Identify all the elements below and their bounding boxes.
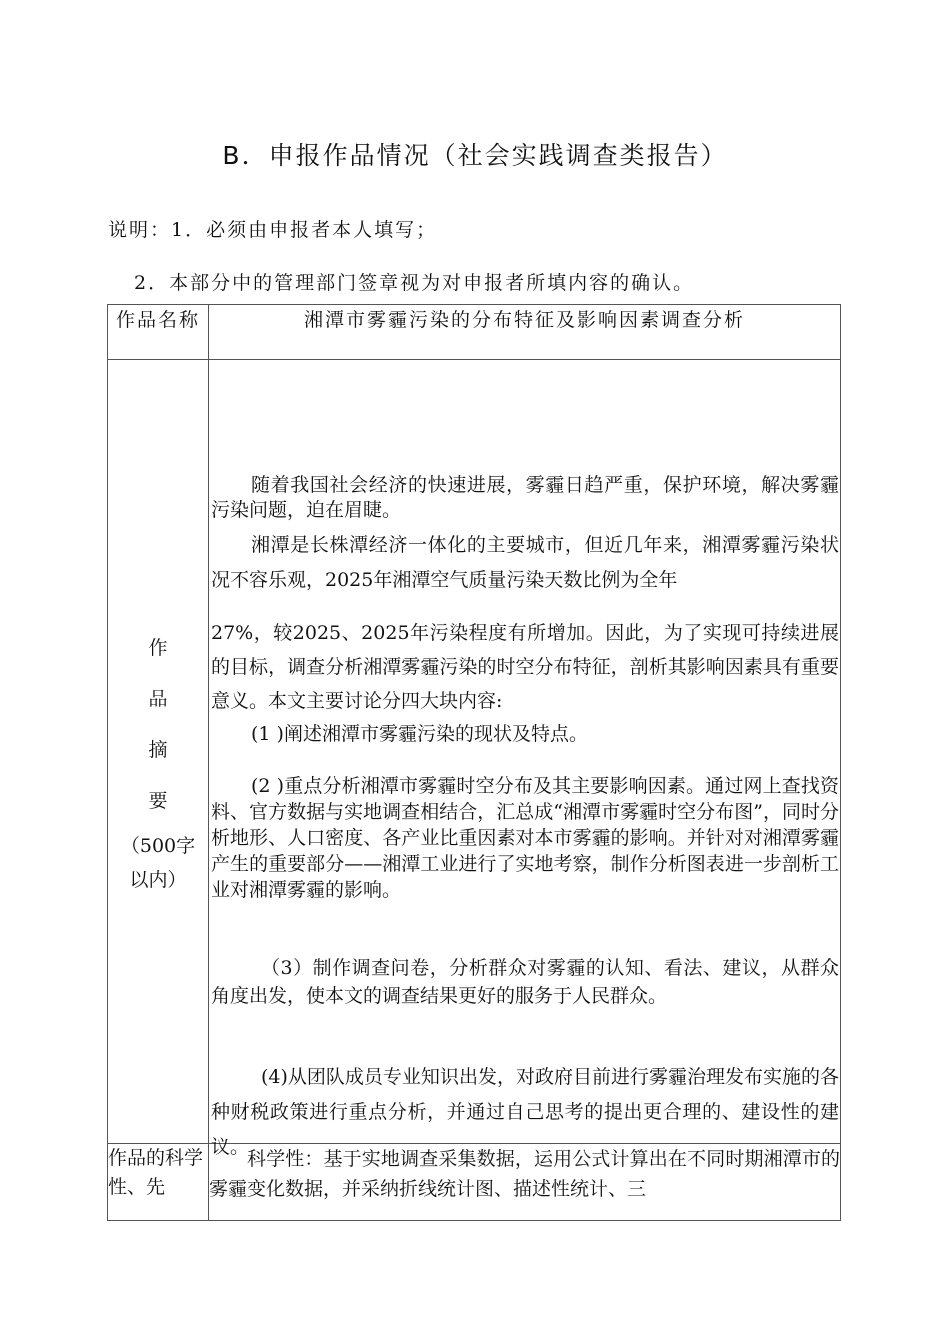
page-title: B．申报作品情况（社会实践调查类报告）: [222, 141, 728, 170]
abstract-label-char: 品: [148, 688, 168, 710]
work-name-row: [108, 305, 841, 360]
instruction-line-1: 说明：1．必须由申报者本人填写；: [108, 219, 438, 241]
work-name-value: 湘潭市雾霾污染的分布特征及影响因素调查分析: [209, 305, 841, 360]
science-text: 科学性：基于实地调查采集数据，运用公式计算出在不同时期湘潭市的雾霾变化数据，并采纳折线统计图、描述性统计、三: [209, 1144, 841, 1221]
abstract-paragraph: 湘潭是长株潭经济一体化的主要城市，但近几年来，湘潭雾霾污染状况不容乐观，2025年湘潭空气质量污染天数比例为全年: [211, 534, 839, 591]
abstract-label-char: 摘: [148, 739, 168, 761]
abstract-paragraph: (1 )阐述湘潭市雾霾污染的现状及特点。: [251, 723, 588, 745]
abstract-word-limit-2: 以内）: [129, 869, 187, 891]
abstract-label-cell: [108, 360, 209, 1144]
abstract-paragraph: 27%，较2025、2025年污染程度有所增加。因此，为了实现可持续进展的目标，调查分析湘潭雾霾污染的时空分布特征，剖析其影响因素具有重要意义。本文主要讨论分四大块内容:: [211, 622, 839, 712]
abstract-row: [108, 360, 841, 1144]
work-name-label: 作品名称: [108, 305, 209, 360]
science-label: 作品的科学性、先: [108, 1144, 209, 1221]
instruction-line-2: 2．本部分中的管理部门签章视为对申报者所填内容的确认。: [134, 272, 695, 294]
abstract-label-char: 作: [148, 637, 168, 659]
abstract-content-cell: [209, 360, 841, 1158]
application-table: [107, 304, 841, 1221]
abstract-paragraph: （3）制作调查问卷，分析群众对雾霾的认知、看法、建议，从群众角度出发，使本文的调查结果更好的服务于人民群众。: [211, 957, 839, 1007]
abstract-paragraph: (4)从团队成员专业知识出发，对政府目前进行雾霾治理发布实施的各种财税政策进行重点分析，并通过自己思考的提出更合理的、建设性的建议。: [211, 1066, 839, 1158]
abstract-word-limit: （500字: [120, 835, 196, 857]
abstract-label-char: 要: [148, 790, 168, 812]
abstract-paragraph: (2 )重点分析湘潭市雾霾时空分布及其主要影响因素。通过网上查找资料、官方数据与实地调查相结合，汇总成“湘潭市雾霾时空分布图”，同时分析地形、人口密度、各产业比重因素对本市雾霾的影响。并针对对湘潭雾霾产生的重要部分——湘潭工业进行了实地考察，制作分析图表进一步剖析工业对湘潭雾霾的影响。: [211, 775, 839, 901]
abstract-paragraph: 随着我国社会经济的快速进展，雾霾日趋严重，保护环境，解决雾霾污染问题，迫在眉睫。: [211, 474, 839, 521]
